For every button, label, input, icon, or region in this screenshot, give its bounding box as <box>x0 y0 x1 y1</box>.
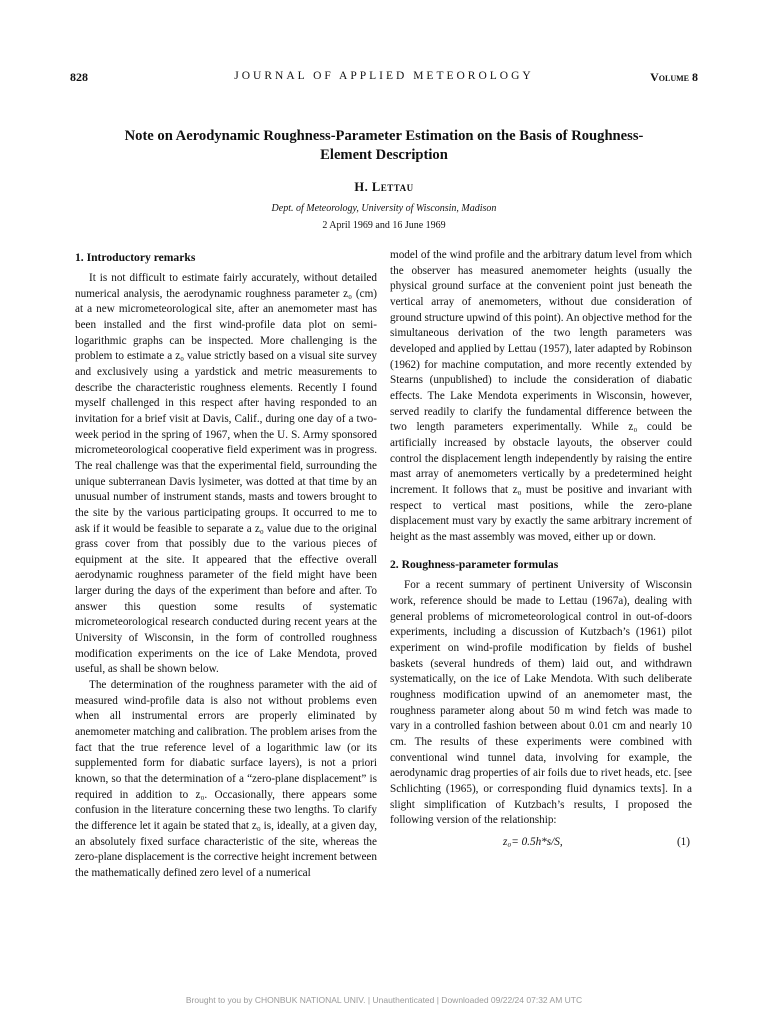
section-2-heading: 2. Roughness-parameter formulas <box>390 558 559 572</box>
left-column <box>75 248 377 882</box>
section-1-paragraph-2-continued: model of the wind profile and the arbitrary datum level from which the observer has measured anemometer heights (usually the physical ground surface at the convenient point just beneath the vertical array of anemometers, without due consideration of ground structure upwind of this point). An objective method for the simultaneous derivation of the two length parameters was developed and applied by Lettau (1957), later adapted by Robinson (1962) for machine computation, and more recently extended by Stearns (unpublished) to include the consideration of diabatic effects. The Lake Mendota experiments in Wisconsin, however, served readily to clarify the fundamental difference between the two length parameters experimentally. While z₀ could be artificially increased by obstacle layouts, the observer could control the displacement length independently by raising the entire mast array of anemometers vertically by a predetermined height increment. It follows that z₀ must be positive and invariant with respect to vertical mast positions, while the zero-plane displacement must vary by exactly the same arbitrary increment of height as the mast assembly was moved, either up or down. <box>390 249 692 543</box>
journal-name: JOURNAL OF APPLIED METEOROLOGY <box>234 70 534 82</box>
section-1-paragraph-1: It is not difficult to estimate fairly accurately, without detailed numerical analysis, the aerodynamic roughness parameter z₀ (cm) at a new micrometeorological site, after an anemometer mast has been installed and the first wind-profile data plot on semi-logarithmic graphs can be inspected. More challenging is the problem to estimate a z₀ value strictly based on a visual site survey and exclusively using a yardstick and metric measurements to describe the characteristic roughness elements. Recently I found myself challenged in this respect after having responded to an invitation for a brief visit at Davis, Calif., during one day of a two-week period in the spring of 1967, when the U. S. Army sponsored micrometeorological cooperative field experiment was in progress. The real challenge was that the experimental field, surrounding the unique subterranean Davis lysimeter, was dotted at that time by an unusual number of instrument stands, masts and towers brought to the site by the various participating groups. It occurred to me to ask if it would be feasible to separate a z₀ value due to the original grass cover from that possibly due to the various pieces of equipment at the site. It appeared that the effective overall aerodynamic roughness parameter of the field might have been larger during the days of the experiment than before and after. To answer this question some results of systematic micrometeorological research conducted during recent years at the University of Wisconsin, in the form of controlled roughness modification experiments on the ice of Lake Mendota, proved useful, as shall be shown below. <box>75 272 377 676</box>
running-header <box>70 70 698 88</box>
section-1-heading: 1. Introductory remarks <box>75 251 196 264</box>
equation-1 <box>390 835 692 853</box>
section-2-paragraph-1: For a recent summary of pertinent University of Wisconsin work, reference should be made to Lettau (1967a), dealing with general problems of micrometeorological control in out-of-doors experiments, including a discussion of Kutzbach’s (1961) pilot experiment on wind-profile modification by fields of bushel baskets (several hundreds of them) laid out, and withdrawn systematically, on the ice of Lake Mendota. With such deliberate roughness modification upwind of an anemometer mast, the roughness parameter along about 50 m wind fetch was made to vary in a controlled fashion between about 0.01 cm and nearly 10 cm. The results of these experiments were combined with conventional wind tunnel data, involving for example, the aerodynamic drag properties of air foils due to rivet heads, etc. [see Schlichting (1965), or corresponding fluid dynamics texts]. In a slight simplification of Kutzbach’s results, I proposed the following version of the relationship: <box>390 579 692 827</box>
author-name: H. Lettau <box>354 180 414 194</box>
section-1-paragraph-2: The determination of the roughness parameter with the aid of measured wind-profile data is also not without problems even when all instrumental errors are properly eliminated by anemometer matching and calibration. The problem arises from the fact that the true reference level of a logarithmic law (or its supplemented form for diabatic surface layers), is not a priori known, so that the determination of a “zero-plane displacement” is required in addition to z₀. Occasionally, there appears some confusion in the literature concerning these two lengths. To clarify the difference let it again be stated that z₀ is, ideally, at a given day, an absolutely fixed surface characteristic of the site, whereas the zero-plane displacement is the corrective height increment between the mathematically defined zero level of a numerical <box>75 679 377 879</box>
received-dates: 2 April 1969 and 16 June 1969 <box>322 220 446 231</box>
right-column <box>390 248 692 853</box>
volume-label: Volume 8 <box>650 70 698 84</box>
page-number: 828 <box>70 70 88 84</box>
equation-1-expression: z₀= 0.5h*s/S, <box>503 835 563 848</box>
equation-1-number: (1) <box>676 835 690 848</box>
author-affiliation: Dept. of Meteorology, University of Wisconsin, Madison <box>271 203 497 214</box>
download-watermark: Brought to you by CHONBUK NATIONAL UNIV. | Unauthenticated | Downloaded 09/22/24 07:32 AM UTC <box>185 995 583 1005</box>
article-title: Note on Aerodynamic Roughness-Parameter Estimation on the Basis of Roughness-Element Description <box>124 128 644 163</box>
